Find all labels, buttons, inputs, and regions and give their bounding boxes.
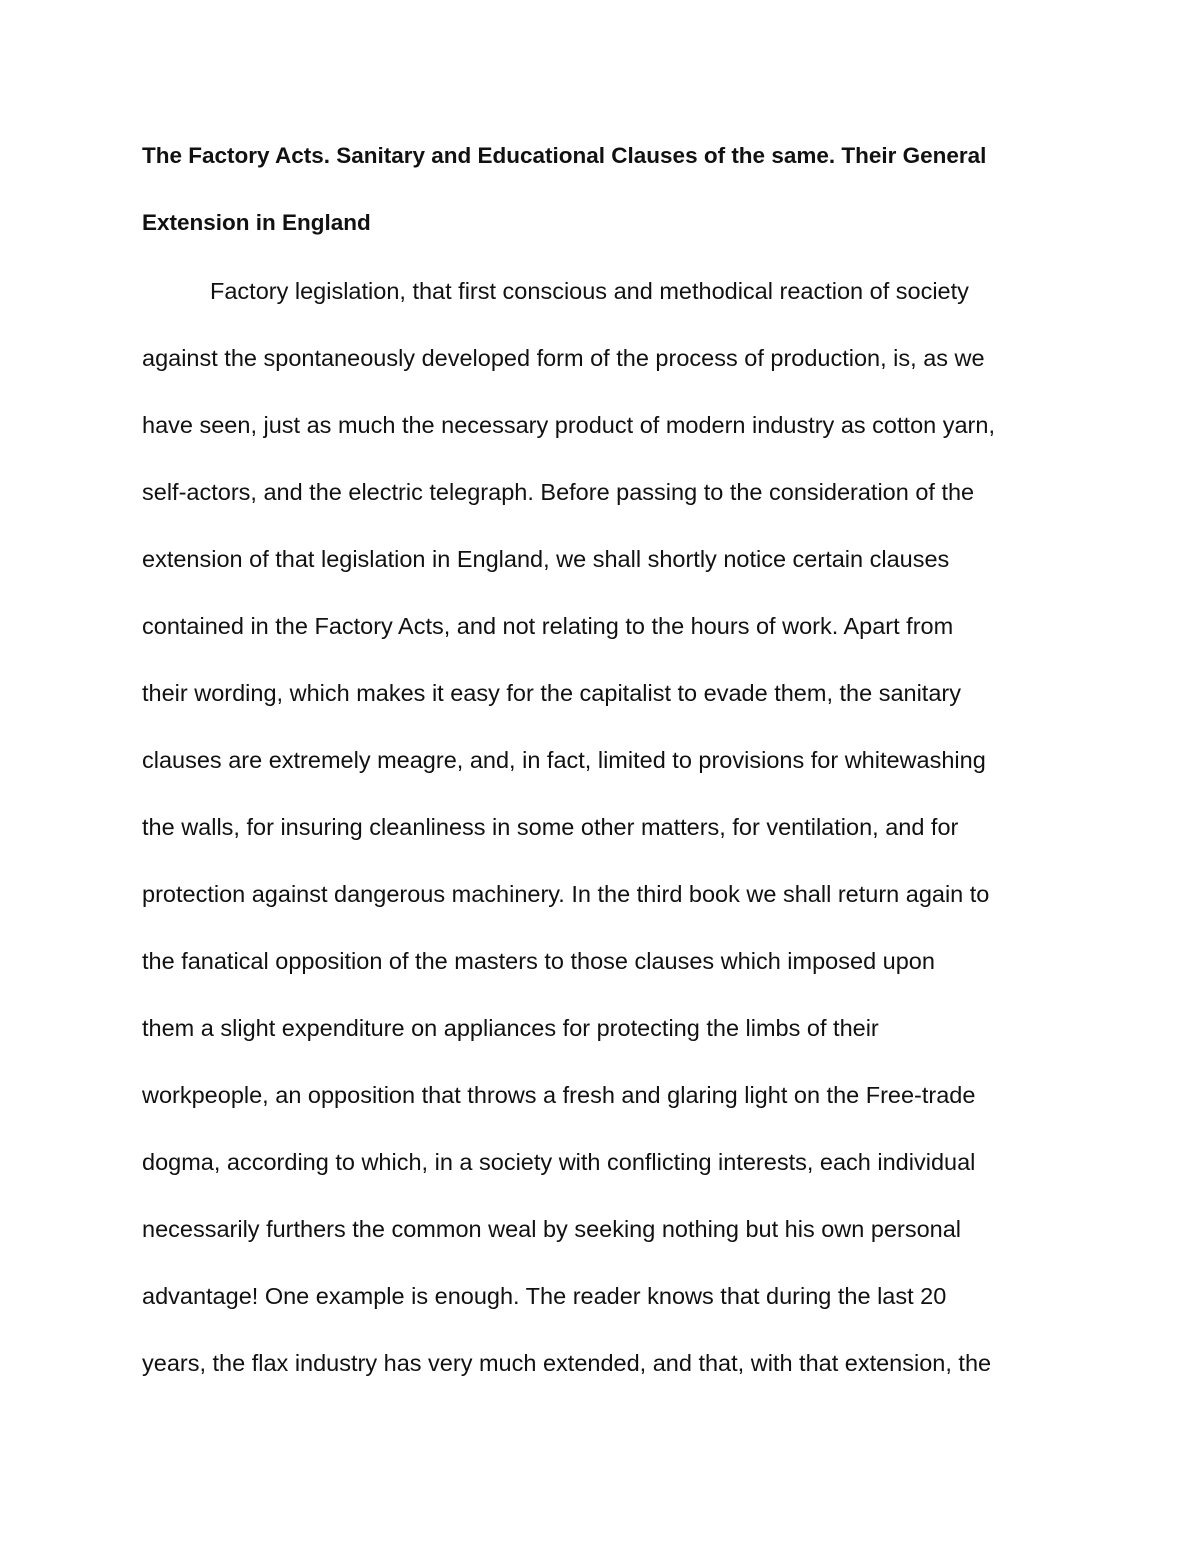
body-line: have seen, just as much the necessary product of modern industry as cotton yarn, bbox=[142, 412, 995, 438]
title-line-1: The Factory Acts. Sanitary and Educational Clauses of the same. Their General bbox=[142, 143, 987, 168]
body-line: years, the flax industry has very much extended, and that, with that extension, the bbox=[142, 1350, 992, 1376]
body-line: dogma, according to which, in a society with conflicting interests, each individual bbox=[142, 1149, 976, 1175]
body-line: against the spontaneously developed form of the process of production, is, as we bbox=[142, 345, 985, 371]
body-line: clauses are extremely meagre, and, in fact, limited to provisions for whitewashing bbox=[142, 747, 986, 773]
body-line: self-actors, and the electric telegraph. Before passing to the consideration of the bbox=[142, 479, 975, 505]
body-line: the walls, for insuring cleanliness in some other matters, for ventilation, and for bbox=[142, 814, 959, 840]
body-line: contained in the Factory Acts, and not relating to the hours of work. Apart from bbox=[142, 613, 954, 639]
body-line: workpeople, an opposition that throws a fresh and glaring light on the Free-trade bbox=[142, 1082, 976, 1108]
body-line: their wording, which makes it easy for the capitalist to evade them, the sanitary bbox=[142, 680, 961, 706]
body-line: protection against dangerous machinery. In the third book we shall return again to bbox=[142, 881, 990, 907]
body-line: the fanatical opposition of the masters to those clauses which imposed upon bbox=[142, 948, 935, 974]
body-line: extension of that legislation in England, we shall shortly notice certain clauses bbox=[142, 546, 950, 572]
title-line-2: Extension in England bbox=[142, 210, 371, 235]
body-line: them a slight expenditure on appliances for protecting the limbs of their bbox=[142, 1015, 879, 1041]
body-line: advantage! One example is enough. The reader knows that during the last 20 bbox=[142, 1283, 947, 1309]
body-line: Factory legislation, that first conscious and methodical reaction of society bbox=[210, 278, 969, 304]
body-line: necessarily furthers the common weal by seeking nothing but his own personal bbox=[142, 1216, 962, 1242]
